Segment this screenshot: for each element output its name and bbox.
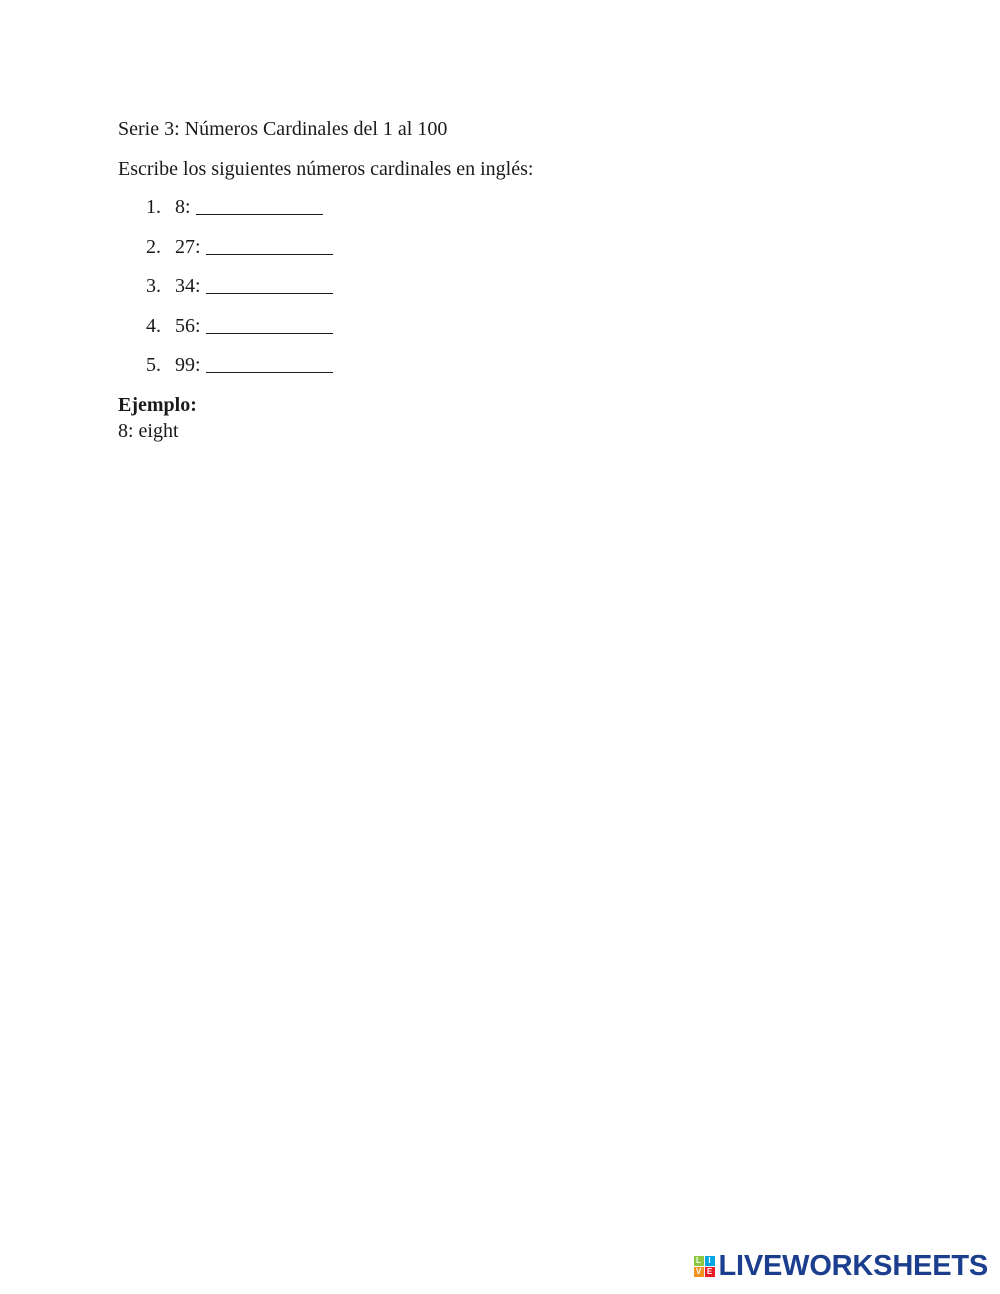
logo-letter-e: E bbox=[705, 1267, 715, 1277]
worksheet-title: Serie 3: Números Cardinales del 1 al 100 bbox=[118, 118, 448, 140]
question-item-5 bbox=[118, 352, 878, 378]
answer-blank-4[interactable] bbox=[206, 317, 333, 334]
question-prompt: 56: bbox=[175, 314, 201, 337]
question-item-2 bbox=[118, 234, 878, 260]
answer-blank-1[interactable] bbox=[196, 198, 323, 215]
liveworksheets-logo bbox=[694, 1252, 989, 1280]
question-number: 5. bbox=[146, 354, 161, 376]
question-list bbox=[118, 194, 878, 378]
example-text: 8: eight bbox=[118, 419, 179, 442]
example-label: Ejemplo: bbox=[118, 393, 197, 416]
logo-letter-i: I bbox=[705, 1256, 715, 1266]
logo-letter-v: V bbox=[694, 1267, 704, 1277]
question-prompt: 34: bbox=[175, 275, 201, 297]
answer-blank-5[interactable] bbox=[206, 356, 333, 373]
logo-text: LIVEWORKSHEETS bbox=[718, 1250, 988, 1282]
question-item-4 bbox=[118, 313, 878, 339]
worksheet-page bbox=[118, 116, 878, 444]
question-item-3 bbox=[118, 273, 878, 299]
question-prompt: 99: bbox=[175, 354, 201, 376]
instruction-text: Escribe los siguientes números cardinales en inglés: bbox=[118, 158, 534, 180]
question-number: 1. bbox=[146, 196, 161, 218]
question-number: 3. bbox=[146, 275, 161, 297]
answer-blank-3[interactable] bbox=[206, 277, 333, 294]
question-number: 2. bbox=[146, 235, 161, 258]
logo-grid-icon bbox=[694, 1256, 715, 1277]
question-number: 4. bbox=[146, 314, 161, 337]
question-item-1 bbox=[118, 194, 878, 220]
logo-letter-l: L bbox=[694, 1256, 704, 1266]
question-prompt: 8: bbox=[175, 196, 191, 218]
answer-blank-2[interactable] bbox=[206, 238, 333, 255]
question-prompt: 27: bbox=[175, 235, 201, 258]
